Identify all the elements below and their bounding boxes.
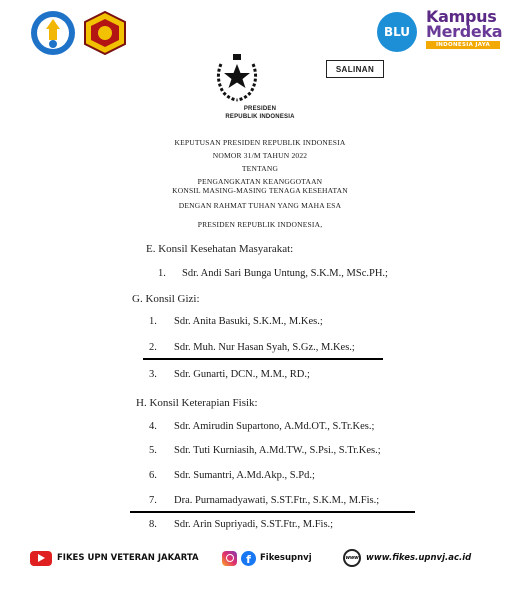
blu-logo: [376, 11, 418, 53]
decree-subject-1: PENGANGKATAN KEANGGOTAAN: [197, 177, 323, 186]
facebook-icon: f: [241, 551, 256, 566]
decree-title: KEPUTUSAN PRESIDEN REPUBLIK INDONESIA: [174, 138, 346, 147]
section-h-title: H. Konsil Keterapian Fisik:: [136, 397, 258, 409]
list-item-name: Sdr. Gunarti, DCN., M.M., RD.;: [174, 369, 310, 380]
emblem-caption-republik: REPUBLIK INDONESIA: [225, 114, 295, 120]
list-item-name: Sdr. Tuti Kurniasih, A.Md.TW., S.Psi., S.Tr.Kes.;: [174, 445, 381, 456]
list-item-number: 4.: [149, 421, 157, 432]
decree-tentang: TENTANG: [241, 164, 279, 173]
decree-number: NOMOR 31/M TAHUN 2022: [212, 151, 308, 160]
footer-social-label: Fikesupnvj: [260, 553, 312, 563]
kampus-merdeka-logo: [426, 9, 508, 53]
kampus-merdeka-tagline: INDONESIA JAYA: [426, 41, 500, 49]
list-item-name: Sdr. Anita Basuki, S.K.M., M.Kes.;: [174, 316, 323, 327]
footer-website-label: www.fikes.upnvj.ac.id: [366, 553, 472, 563]
section-g-title: G. Konsil Gizi:: [132, 293, 200, 305]
list-item-number: 3.: [149, 369, 157, 380]
footer-youtube-label: FIKES UPN VETERAN JAKARTA: [57, 553, 199, 563]
decree-subject-2: KONSIL MASING-MASING TENAGA KESEHATAN: [172, 186, 348, 195]
list-item-name-highlighted: Sdr. Muh. Nur Hasan Syah, S.Gz., M.Kes.;: [174, 342, 355, 353]
list-item-number: 2.: [149, 342, 157, 353]
list-item-name: Sdr. Arin Supriyadi, S.ST.Ftr., M.Fis.;: [174, 519, 334, 530]
list-item-number: 6.: [149, 470, 157, 481]
salinan-stamp: SALINAN: [326, 60, 384, 78]
footer-social[interactable]: [222, 548, 312, 568]
list-item-number: 8.: [149, 519, 157, 530]
www-icon: www: [343, 549, 361, 567]
list-item-number: 7.: [149, 495, 157, 506]
footer-website[interactable]: [343, 548, 471, 568]
list-item-name: Sdr. Sumantri, A.Md.Akp., S.Pd.;: [174, 470, 315, 481]
list-item-name: Sdr. Andi Sari Bunga Untung, S.K.M., MSc.PH.;: [182, 268, 388, 279]
instagram-icon: [222, 551, 237, 566]
list-item-name: Sdr. Amirudin Supartono, A.Md.OT., S.Tr.Kes.;: [174, 421, 375, 432]
list-item-number: 1.: [158, 268, 166, 279]
kampus-merdeka-line1: Kampus: [426, 7, 497, 26]
highlight-underline: [130, 511, 415, 513]
youtube-icon: [30, 551, 52, 566]
decree-invocation: DENGAN RAHMAT TUHAN YANG MAHA ESA: [178, 201, 342, 210]
decree-presiden: PRESIDEN REPUBLIK INDONESIA,: [197, 220, 323, 229]
section-e-title: E. Konsil Kesehatan Masyarakat:: [146, 243, 294, 255]
emblem-caption-presiden: PRESIDEN: [243, 106, 277, 112]
presidential-emblem-icon: [213, 52, 261, 104]
list-item-number: 5.: [149, 445, 157, 456]
list-item-name-highlighted: Dra. Purnamadyawati, S.ST.Ftr., S.K.M., M.Fis.;: [174, 495, 380, 506]
footer-youtube[interactable]: [30, 548, 199, 568]
list-item-number: 1.: [149, 316, 157, 327]
kemdikbud-logo: [30, 10, 76, 56]
kampus-merdeka-line2: Merdeka: [426, 22, 503, 41]
svg-text:BLU: BLU: [383, 25, 411, 39]
upnvj-logo: [82, 10, 128, 56]
highlight-underline: [143, 358, 383, 360]
